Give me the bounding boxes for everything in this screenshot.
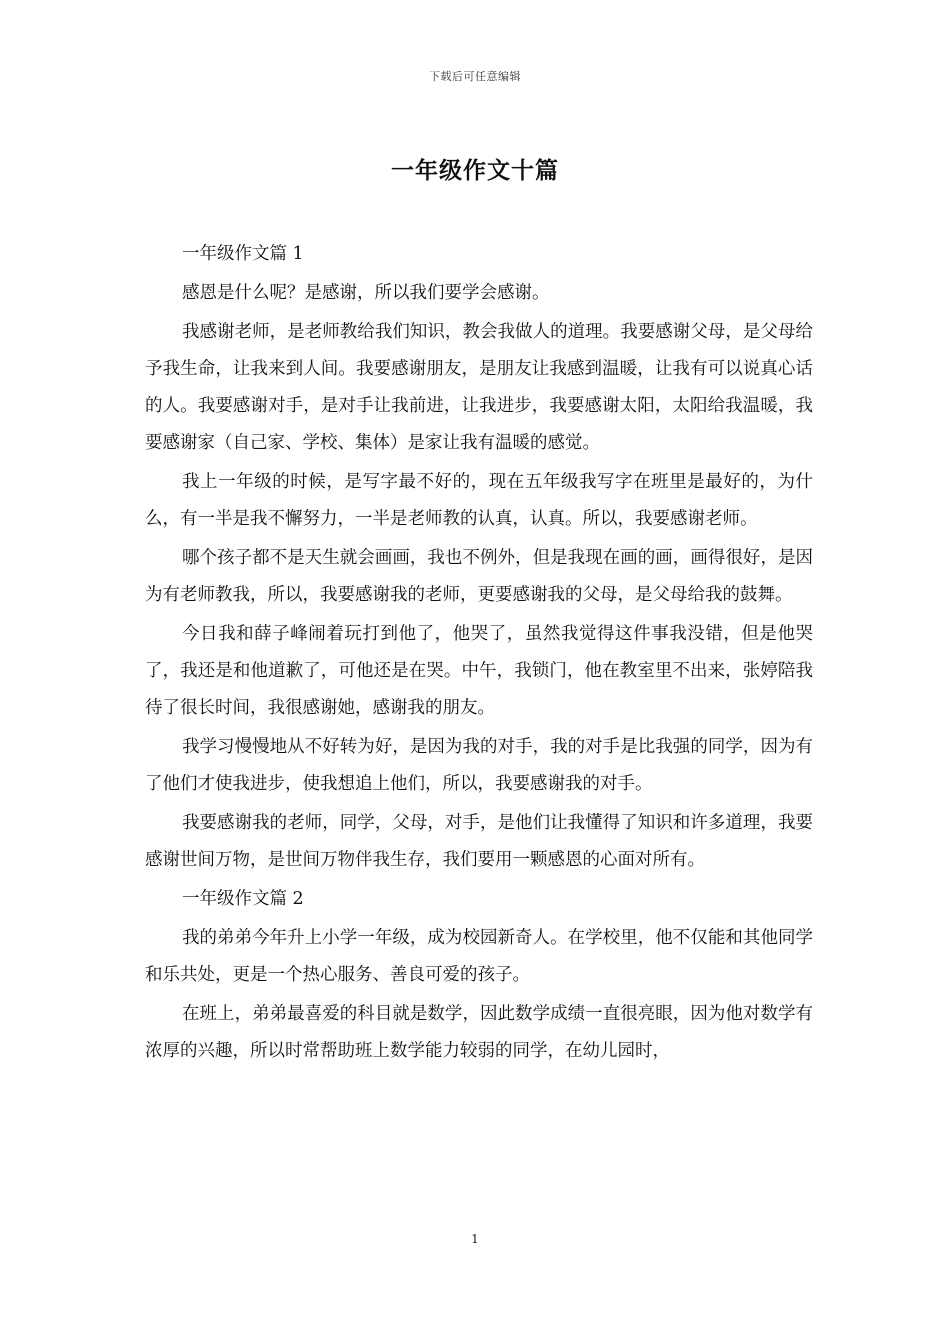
paragraph: 我要感谢我的老师，同学，父母，对手，是他们让我懂得了知识和许多道理，我要感谢世间万物，是世间万物伴我生存，我们要用一颗感恩的心面对所有。 [145, 813, 813, 870]
document-title: 一年级作文十篇 [391, 157, 559, 184]
paragraph: 感恩是什么呢？是感谢，所以我们要学会感谢。 [182, 283, 550, 303]
page-number: 1 [471, 1232, 479, 1246]
paragraph: 我的弟弟今年升上小学一年级，成为校园新奇人。在学校里，他不仅能和其他同学和乐共处，更是一个热心服务、善良可爱的孩子。 [145, 928, 813, 985]
paragraph: 我上一年级的时候，是写字最不好的，现在五年级我写字在班里是最好的，为什么，有一半是我不懈努力，一半是老师教的认真，认真。所以，我要感谢老师。 [145, 472, 813, 529]
section-heading: 一年级作文篇 1 [182, 244, 304, 264]
paragraph: 我学习慢慢地从不好转为好，是因为我的对手，我的对手是比我强的同学，因为有了他们才使我进步，使我想追上他们，所以，我要感谢我的对手。 [145, 737, 813, 794]
header-note: 下载后可任意编辑 [429, 70, 521, 83]
section-heading: 一年级作文篇 2 [182, 889, 304, 909]
paragraph: 我感谢老师，是老师教给我们知识，教会我做人的道理。我要感谢父母，是父母给予我生命，让我来到人间。我要感谢朋友，是朋友让我感到温暖，让我有可以说真心话的人。我要感谢对手，是对手让我前进，让我进步，我要感谢太阳，太阳给我温暖，我要感谢家（自己家、学校、集体）是家让我有温暖的感觉。 [145, 322, 813, 453]
paragraph: 哪个孩子都不是天生就会画画，我也不例外，但是我现在画的画，画得很好，是因为有老师教我，所以，我要感谢我的老师，更要感谢我的父母，是父母给我的鼓舞。 [145, 548, 813, 605]
paragraph: 今日我和薛子峰闹着玩打到他了，他哭了，虽然我觉得这件事我没错，但是他哭了，我还是和他道歉了，可他还是在哭。中午，我锁门，他在教室里不出来，张婷陪我待了很长时间，我很感谢她，感谢我的朋友。 [145, 624, 813, 718]
paragraph: 在班上，弟弟最喜爱的科目就是数学，因此数学成绩一直很亮眼，因为他对数学有浓厚的兴趣，所以时常帮助班上数学能力较弱的同学，在幼儿园时， [145, 1004, 813, 1061]
document-body [145, 236, 813, 1072]
